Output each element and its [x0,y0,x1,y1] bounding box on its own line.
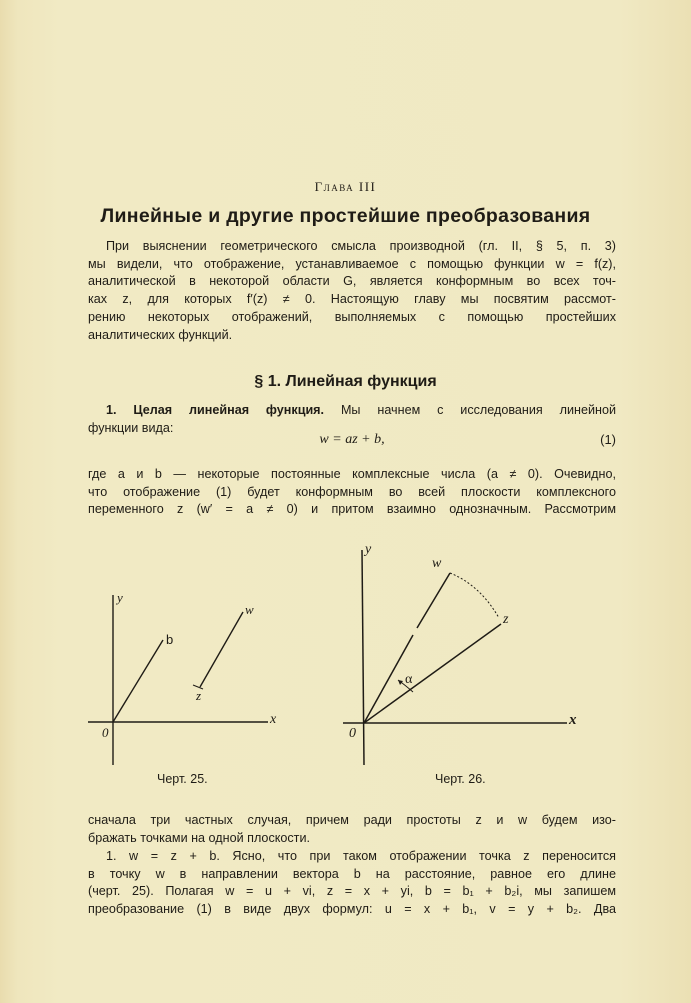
text-line: сначала три частных случая, причем ради простоты z и w будем изо- [88,813,616,827]
subsection-heading: 1. Целая линейная функция. [106,403,325,417]
equation-number: (1) [600,432,616,447]
equation-body: w = az + b, [319,432,385,447]
subsection-lead: Мы начнем с исследования линейной [340,403,616,417]
figure-26-caption: Черт. 26. [435,772,486,786]
paragraph-after-equation [88,466,616,519]
y-axis-label: y [365,542,372,557]
figure-25-caption: Черт. 25. [157,772,208,786]
vector-b-label: b [166,632,174,647]
figure-26-drawing [335,540,585,770]
text-line: переменного z (w′ = a ≠ 0) и притом взаимно однозначным. Рассмотрим [88,502,616,517]
figure-25-drawing [88,585,288,775]
point-z-label: z [503,612,509,627]
figure-25 [88,585,288,775]
point-w-label: w [432,556,442,571]
chapter-title: Линейные и другие простейшие преобразования [100,205,591,227]
angle-alpha-label: α [405,672,413,687]
text-line: преобразование (1) в виде двух формул: u = x + b₁, v = y + b₂. Два [88,902,616,917]
origin-label: 0 [102,725,109,740]
text-line: бражать точками на одной плоскости. [88,830,310,845]
section-title: § 1. Линейная функция [254,373,437,390]
text-line: функции вида: [88,420,174,435]
case-1-paragraph [88,848,616,919]
figure-26 [335,540,585,770]
text-line: где a и b — некоторые постоянные комплексные числа (a ≠ 0). Очевидно, [88,467,616,481]
paragraph-after-figures [88,812,616,847]
point-w-label: w [245,602,254,617]
text-line: аналитической в некоторой области G, является конформным во всех точ- [88,274,616,289]
x-axis-label: x [569,712,577,728]
chapter-label: Глава III [314,179,377,194]
text-line: При выяснении геометрического смысла производной (гл. II, § 5, п. 3) [106,239,616,253]
text-line [88,402,616,420]
text-line: в точку w в направлении вектора b на расстояние, равное его длине [88,866,616,881]
text-line: (черт. 25). Полагая w = u + vi, z = x + yi, b = b₁ + b₂i, мы запишем [88,884,616,899]
text-line: ках z, для которых f′(z) ≠ 0. Настоящую главу мы посвятим рассмот- [88,292,616,307]
x-axis-label: x [270,712,277,727]
intro-paragraph [88,238,616,344]
text-line: что отображение (1) будет конформным во всей плоскости комплексного [88,484,616,499]
text-line: аналитических функций. [88,327,233,342]
text-line: мы видели, что отображение, устанавливаемое с помощью функции w = f(z), [88,256,616,271]
origin-label: 0 [349,726,356,741]
text-line: 1. w = z + b. Ясно, что при таком отображении точка z переносится [106,849,616,863]
y-axis-label: y [117,590,123,605]
equation-1 [88,432,616,452]
text-line: рению некоторых отображений, выполняемых с помощью простейших [88,309,616,324]
point-z-label: z [196,688,202,703]
